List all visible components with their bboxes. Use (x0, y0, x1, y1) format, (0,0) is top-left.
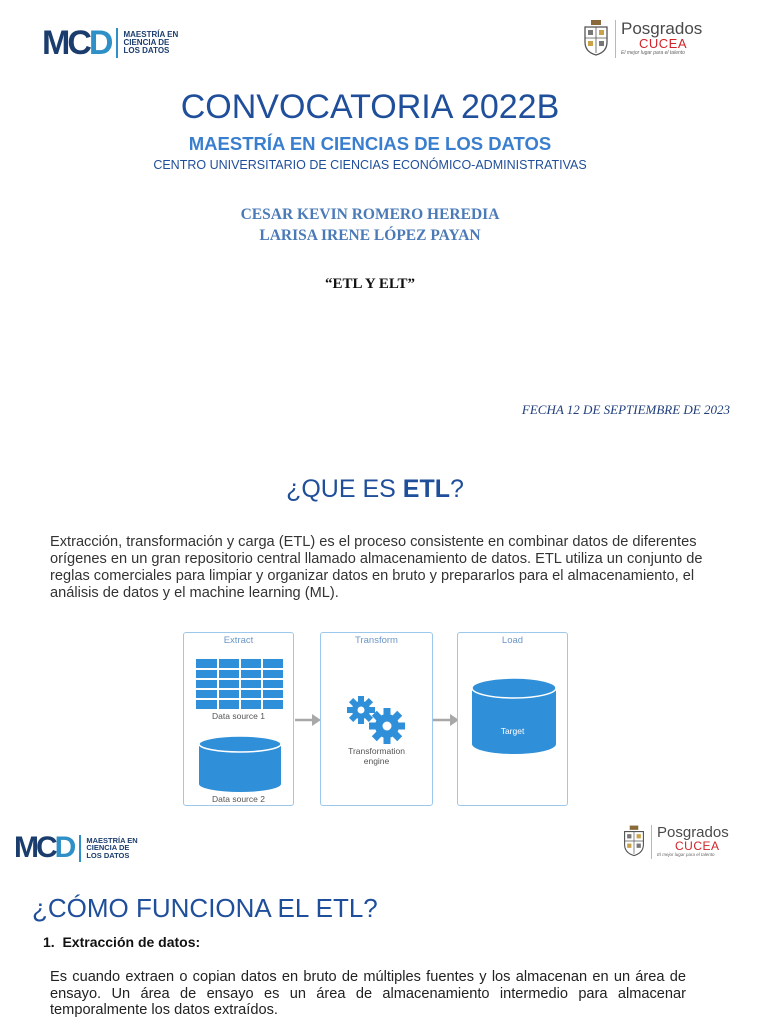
gears-icon (345, 695, 409, 747)
etl-heading: ¿QUE ES ETL? (286, 475, 464, 503)
target-database-icon (471, 677, 557, 755)
mcd-logo-divider (79, 835, 81, 862)
posgrados-divider (615, 20, 616, 58)
posgrados-logo (582, 20, 702, 58)
author-2: LARISA IRENE LÓPEZ PAYAN (259, 227, 481, 244)
posgrados-text: Posgrados CUCEA El mejor lugar para el talento (621, 19, 703, 57)
load-panel (457, 632, 568, 806)
arrow-right-icon (295, 714, 321, 726)
target-label: Target (500, 726, 525, 736)
cucea-wordmark: CUCEA (639, 36, 688, 51)
data-source-2-label: Data source 2 (212, 794, 265, 804)
mcd-logo-divider (116, 28, 118, 58)
university-center: CENTRO UNIVERSITARIO DE CIENCIAS ECONÓMICO-ADMINISTRATIVAS (153, 158, 587, 172)
posgrados-divider (651, 825, 652, 859)
data-source-2-database-icon (198, 735, 282, 793)
extraction-paragraph: Es cuando extraen o copian datos en bruto de múltiples fuentes y los almacenan en un área de ensayo. Un área de ensayo es un área de almacenamiento intermedio para almacenar temporalmente los datos extraídos. (50, 969, 686, 1018)
etl-definition-paragraph: Extracción, transformación y carga (ETL) es el proceso consistente en combinar datos de diferentes orígenes en un gran repositorio central llamado almacenamiento de datos. ETL utiliza un conjunto de reglas comerciales para limpiar y organizar datos en bruto y prepararlos para el almacenamiento, el análisis de datos y el machine learning (ML). (50, 534, 703, 601)
posgrados-text: Posgrados CUCEA El mejor lugar para el talento (657, 824, 729, 858)
udg-crest-icon (622, 825, 646, 857)
mcd-logo-mark: MCD (14, 831, 74, 864)
transformation-engine-label: Transformation engine (348, 746, 405, 766)
extract-label: Extract (223, 635, 254, 646)
arrow-right-icon (433, 714, 459, 726)
data-source-1-label: Data source 1 (212, 711, 265, 721)
udg-crest-icon (582, 20, 610, 56)
data-source-1-table-icon (196, 659, 283, 709)
document-date: FECHA 12 DE SEPTIEMBRE DE 2023 (521, 402, 730, 417)
list-item: 1. Extracción de datos: (43, 934, 201, 950)
mcd-logo-text: MAESTRÍA EN CIENCIA DE LOS DATOS (86, 835, 138, 860)
etl-diagram (183, 632, 569, 808)
program-title: MAESTRÍA EN CIENCIAS DE LOS DATOS (188, 133, 552, 154)
cucea-wordmark: CUCEA (675, 839, 720, 853)
mcd-logo (42, 26, 178, 60)
author-1: CESAR KEVIN ROMERO HEREDIA (240, 206, 500, 223)
topic-title: “ETL Y ELT” (324, 276, 416, 292)
load-label: Load (501, 635, 524, 646)
transform-panel (320, 632, 433, 806)
mcd-logo-mark: MCD (42, 24, 111, 62)
posgrados-logo (622, 825, 729, 859)
how-etl-works-heading: ¿CÓMO FUNCIONA EL ETL? (32, 893, 378, 923)
mcd-logo-text: MAESTRÍA EN CIENCIA DE LOS DATOS (123, 29, 179, 56)
extract-panel (183, 632, 294, 806)
transform-label: Transform (355, 635, 398, 646)
cover-title: CONVOCATORIA 2022B (180, 88, 560, 126)
mcd-logo (14, 833, 138, 863)
